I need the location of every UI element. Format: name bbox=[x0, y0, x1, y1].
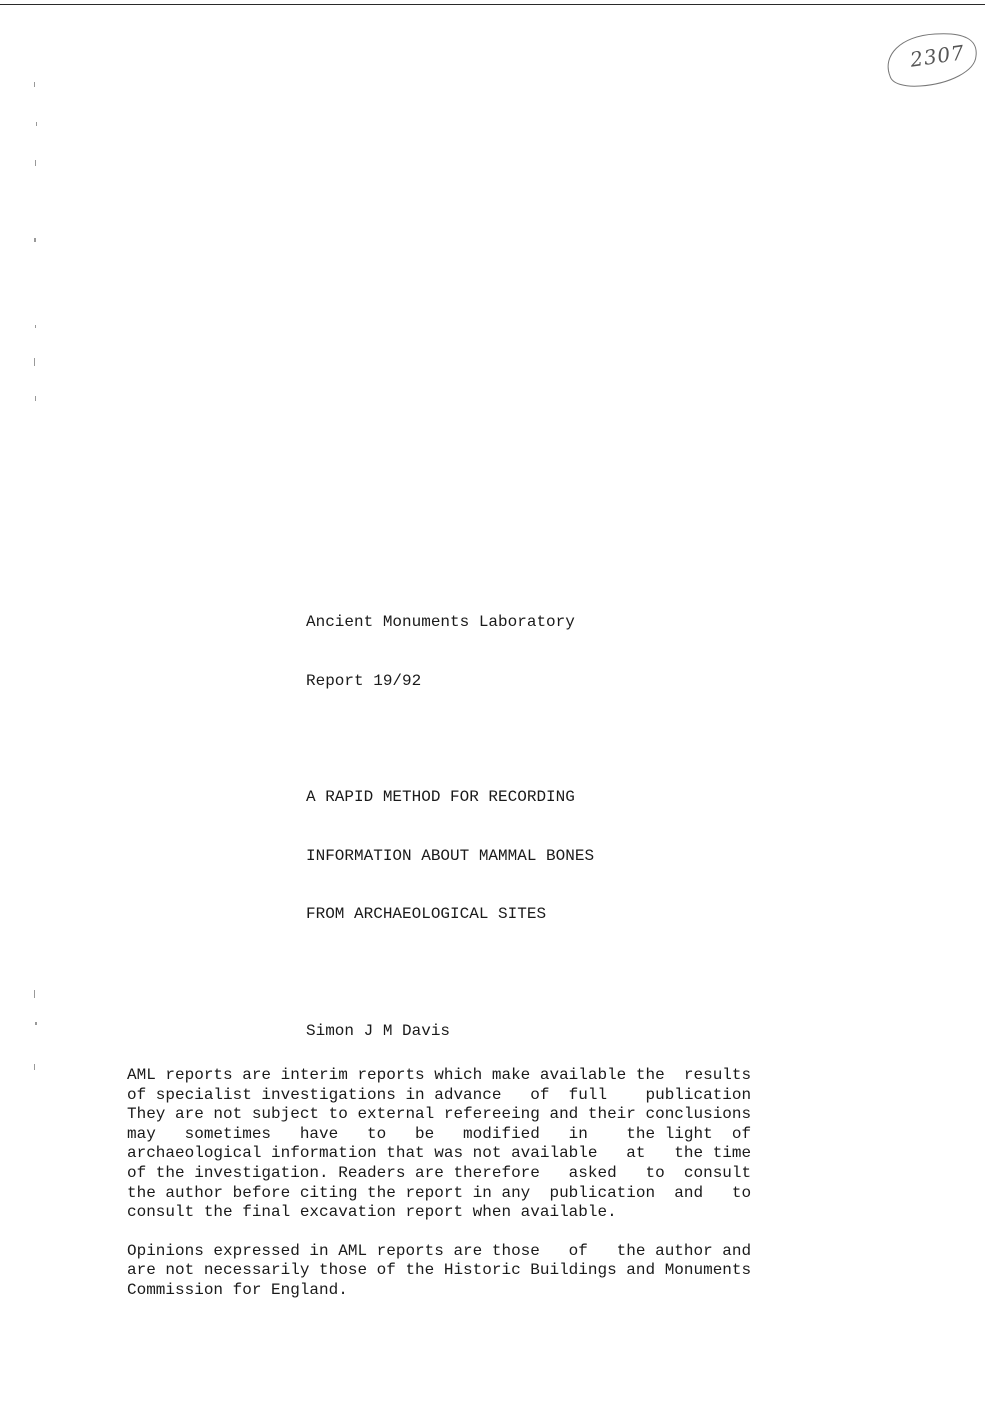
disclaimer-line: archaeological information that was not available at the time bbox=[127, 1144, 752, 1163]
disclaimer-line: may sometimes have to be modified in the light of bbox=[127, 1124, 752, 1143]
disclaimer-line: consult the final excavation report when available. bbox=[127, 1203, 617, 1222]
opinions-line: are not necessarily those of the Historic Buildings and Monuments bbox=[127, 1261, 752, 1280]
opinions-line: Commission for England. bbox=[127, 1280, 348, 1299]
disclaimer-line: They are not subject to external refereeing and their conclusions bbox=[127, 1105, 752, 1124]
margin-scan-specks bbox=[20, 60, 60, 1110]
disclaimer-line: the author before citing the report in any publication and to bbox=[127, 1183, 752, 1202]
lab-name: Ancient Monuments Laboratory bbox=[306, 613, 575, 631]
disclaimer-block bbox=[127, 1066, 889, 1301]
top-rule bbox=[0, 4, 985, 5]
disclaimer-line: of the investigation. Readers are therefore asked to consult bbox=[127, 1163, 752, 1182]
report-title-block bbox=[306, 574, 594, 1061]
author-name: Simon J M Davis bbox=[306, 1021, 451, 1040]
report-title-line-2: INFORMATION ABOUT MAMMAL BONES bbox=[306, 846, 595, 865]
opinions-line: Opinions expressed in AML reports are those of the author and bbox=[127, 1241, 752, 1260]
report-title-line-3: FROM ARCHAEOLOGICAL SITES bbox=[306, 905, 547, 923]
disclaimer-line: AML reports are interim reports which make available the results bbox=[127, 1066, 752, 1084]
handwritten-annotation bbox=[880, 26, 980, 96]
handwritten-number: 2307 bbox=[908, 40, 967, 72]
report-title-line-1: A RAPID METHOD FOR RECORDING bbox=[306, 788, 575, 806]
report-number: Report 19/92 bbox=[306, 671, 422, 690]
disclaimer-line: of specialist investigations in advance of full publication bbox=[127, 1085, 752, 1104]
